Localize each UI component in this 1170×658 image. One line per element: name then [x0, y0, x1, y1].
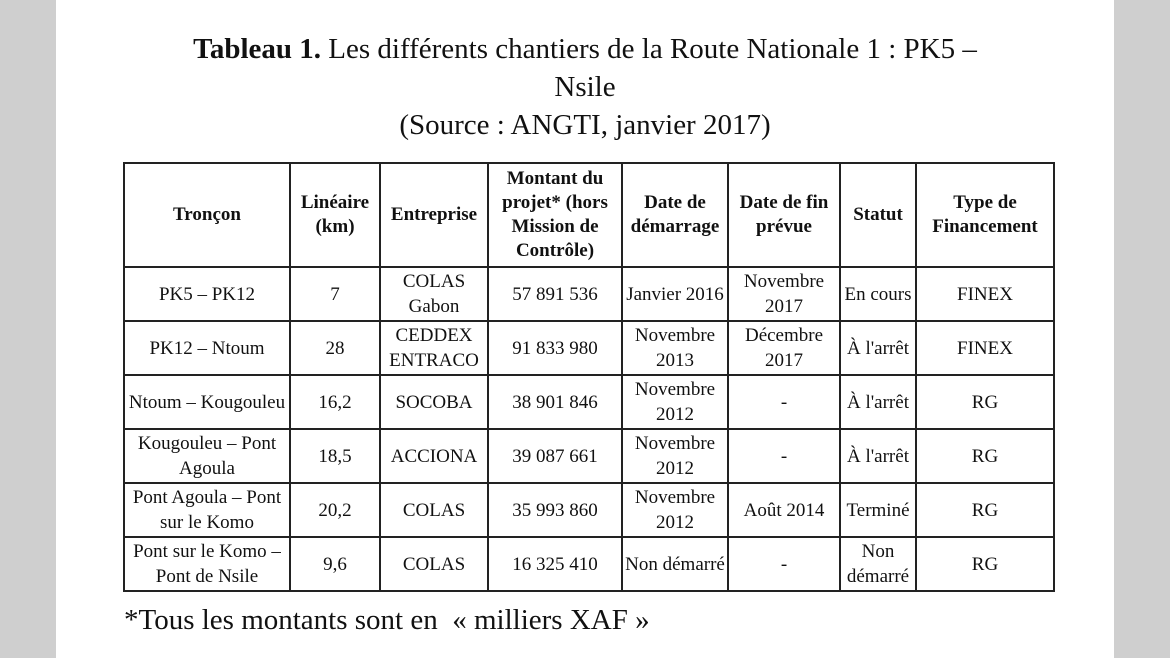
header-financement: Type de Financement [916, 163, 1054, 267]
header-entreprise: Entreprise [380, 163, 488, 267]
table-row [124, 321, 1054, 375]
cell-financement: FINEX [916, 267, 1054, 321]
header-date-fin: Date de fin prévue [728, 163, 840, 267]
document-page [56, 0, 1114, 658]
cell-date-fin: - [728, 375, 840, 429]
cell-date-demarrage: Novembre 2012 [622, 483, 728, 537]
cell-troncon: PK5 – PK12 [124, 267, 290, 321]
cell-date-fin: Août 2014 [728, 483, 840, 537]
table-caption [56, 30, 1114, 144]
cell-montant: 35 993 860 [488, 483, 622, 537]
cell-date-demarrage: Novembre 2013 [622, 321, 728, 375]
cell-date-demarrage: Novembre 2012 [622, 375, 728, 429]
header-troncon: Tronçon [124, 163, 290, 267]
cell-financement: RG [916, 537, 1054, 591]
chantiers-table [123, 162, 1055, 592]
cell-entreprise: ACCIONA [380, 429, 488, 483]
cell-lineaire: 7 [290, 267, 380, 321]
cell-entreprise: COLAS Gabon [380, 267, 488, 321]
cell-montant: 91 833 980 [488, 321, 622, 375]
footnote: *Tous les montants sont en « milliers XAF » [124, 604, 650, 636]
cell-financement: FINEX [916, 321, 1054, 375]
header-statut: Statut [840, 163, 916, 267]
caption-label: Tableau 1. [193, 33, 322, 65]
cell-statut: À l'arrêt [840, 321, 916, 375]
cell-lineaire: 16,2 [290, 375, 380, 429]
cell-montant: 39 087 661 [488, 429, 622, 483]
cell-lineaire: 9,6 [290, 537, 380, 591]
cell-statut: À l'arrêt [840, 429, 916, 483]
cell-date-demarrage: Janvier 2016 [622, 267, 728, 321]
header-montant: Montant du projet* (hors Mission de Contrôle) [488, 163, 622, 267]
cell-financement: RG [916, 429, 1054, 483]
cell-entreprise: COLAS [380, 537, 488, 591]
cell-statut: Non démarré [840, 537, 916, 591]
cell-date-fin: - [728, 537, 840, 591]
cell-financement: RG [916, 375, 1054, 429]
cell-statut: À l'arrêt [840, 375, 916, 429]
cell-financement: RG [916, 483, 1054, 537]
cell-montant: 57 891 536 [488, 267, 622, 321]
caption-line-2: Nsile [554, 71, 616, 103]
caption-line-1 [56, 30, 1114, 68]
cell-date-fin: Novembre 2017 [728, 267, 840, 321]
cell-troncon: Pont sur le Komo – Pont de Nsile [124, 537, 290, 591]
cell-troncon: PK12 – Ntoum [124, 321, 290, 375]
cell-date-demarrage: Non démarré [622, 537, 728, 591]
header-date-demarrage: Date de démarrage [622, 163, 728, 267]
cell-statut: Terminé [840, 483, 916, 537]
table-row [124, 483, 1054, 537]
cell-lineaire: 28 [290, 321, 380, 375]
cell-troncon: Pont Agoula – Pont sur le Komo [124, 483, 290, 537]
caption-text: Les différents chantiers de la Route Nationale 1 : PK5 – [321, 33, 977, 65]
cell-date-fin: - [728, 429, 840, 483]
cell-troncon: Ntoum – Kougouleu [124, 375, 290, 429]
table-row [124, 267, 1054, 321]
cell-montant: 16 325 410 [488, 537, 622, 591]
cell-date-fin: Décembre 2017 [728, 321, 840, 375]
cell-entreprise: CEDDEX ENTRACO [380, 321, 488, 375]
table-row [124, 375, 1054, 429]
caption-source: (Source : ANGTI, janvier 2017) [399, 109, 771, 141]
cell-entreprise: SOCOBA [380, 375, 488, 429]
table-header-row [124, 163, 1054, 267]
cell-entreprise: COLAS [380, 483, 488, 537]
cell-date-demarrage: Novembre 2012 [622, 429, 728, 483]
table-row [124, 429, 1054, 483]
header-lineaire: Linéaire (km) [290, 163, 380, 267]
table-row [124, 537, 1054, 591]
cell-lineaire: 18,5 [290, 429, 380, 483]
cell-statut: En cours [840, 267, 916, 321]
cell-lineaire: 20,2 [290, 483, 380, 537]
cell-troncon: Kougouleu – Pont Agoula [124, 429, 290, 483]
cell-montant: 38 901 846 [488, 375, 622, 429]
